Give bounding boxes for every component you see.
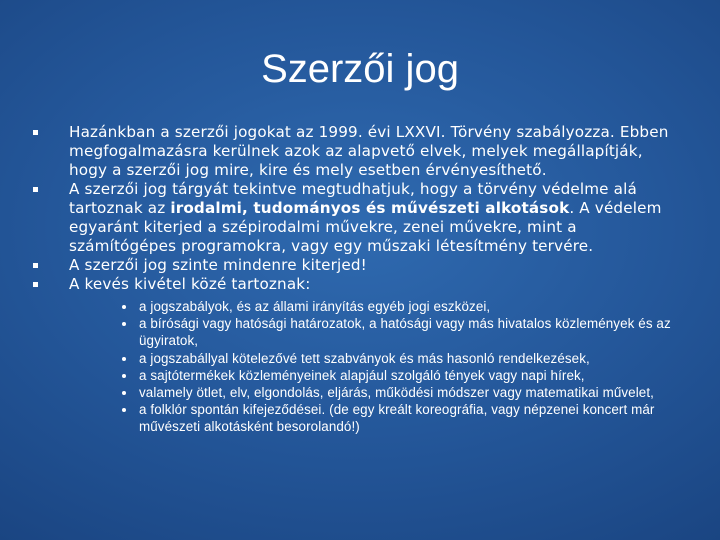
bullet-text-after: . A védelem egyaránt kiterjed a szépirodalmi művekre, zenei művekre, mint a számítógépes programokra, vagy egy műszaki létesítmény tervére. bbox=[69, 199, 662, 255]
sub-bullet-text: a jogszabályok, és az állami irányítás egyéb jogi eszközei, bbox=[139, 299, 491, 314]
sub-bullet-text: valamely ötlet, elv, elgondolás, eljárás, működési módszer vagy matematikai művelet, bbox=[139, 385, 654, 401]
sub-bullet-text: a sajtótermékek közleményeinek alapjául szolgáló tények vagy napi hírek, bbox=[139, 367, 585, 383]
dot-bullet-icon bbox=[122, 408, 126, 412]
sub-bullet-item bbox=[69, 401, 682, 435]
dot-bullet-icon bbox=[122, 322, 126, 326]
square-bullet-icon bbox=[33, 282, 38, 287]
bullet-item-scope bbox=[32, 256, 682, 275]
sub-bullet-list bbox=[69, 298, 682, 436]
bullet-item-exceptions bbox=[32, 275, 682, 436]
bullet-text-bold: irodalmi, tudományos és művészeti alkotások bbox=[170, 199, 570, 217]
sub-bullet-item bbox=[69, 298, 682, 315]
sub-bullet-item bbox=[69, 350, 682, 367]
dot-bullet-icon bbox=[122, 357, 126, 361]
sub-bullet-text: a jogszabállyal kötelezővé tett szabványok és más hasonló rendelkezések, bbox=[139, 350, 590, 366]
square-bullet-icon bbox=[33, 187, 38, 192]
bullet-item-subject bbox=[32, 180, 682, 256]
dot-bullet-icon bbox=[122, 391, 126, 395]
sub-bullet-text: a bírósági vagy hatósági határozatok, a hatósági vagy más hivatalos közlemények és az ügyiratok, bbox=[139, 316, 671, 349]
dot-bullet-icon bbox=[122, 305, 126, 309]
square-bullet-icon bbox=[33, 263, 38, 268]
bullet-text: A kevés kivétel közé tartoznak: bbox=[69, 275, 311, 293]
bullet-text-before: A szerzői jog tárgyát tekintve megtudhatjuk, hogy a törvény védelme alá tartoznak az bbox=[69, 180, 637, 217]
bullet-list bbox=[32, 123, 682, 436]
sub-bullet-item bbox=[69, 384, 682, 401]
dot-bullet-icon bbox=[122, 374, 126, 378]
bullet-text: A szerzői jog szinte mindenre kiterjed! bbox=[69, 256, 367, 274]
square-bullet-icon bbox=[33, 130, 38, 135]
slide-title: Szerzői jog bbox=[261, 47, 459, 91]
slide-content bbox=[32, 123, 682, 436]
bullet-item-law bbox=[32, 123, 682, 180]
sub-bullet-item bbox=[69, 315, 682, 349]
bullet-text: Hazánkban a szerzői jogokat az 1999. évi LXXVI. Törvény szabályozza. Ebben megfogalmazásra kerülnek azok az alapvető elvek, melyek megállapítják, hogy a szerzői jog mire, kire és mely esetben érvényesíthető. bbox=[69, 123, 669, 179]
sub-bullet-item bbox=[69, 367, 682, 384]
sub-bullet-text: a folklór spontán kifejeződései. (de egy kreált koreográfia, vagy népzenei koncert már művészeti alkotásként besorolandó!) bbox=[139, 402, 655, 435]
